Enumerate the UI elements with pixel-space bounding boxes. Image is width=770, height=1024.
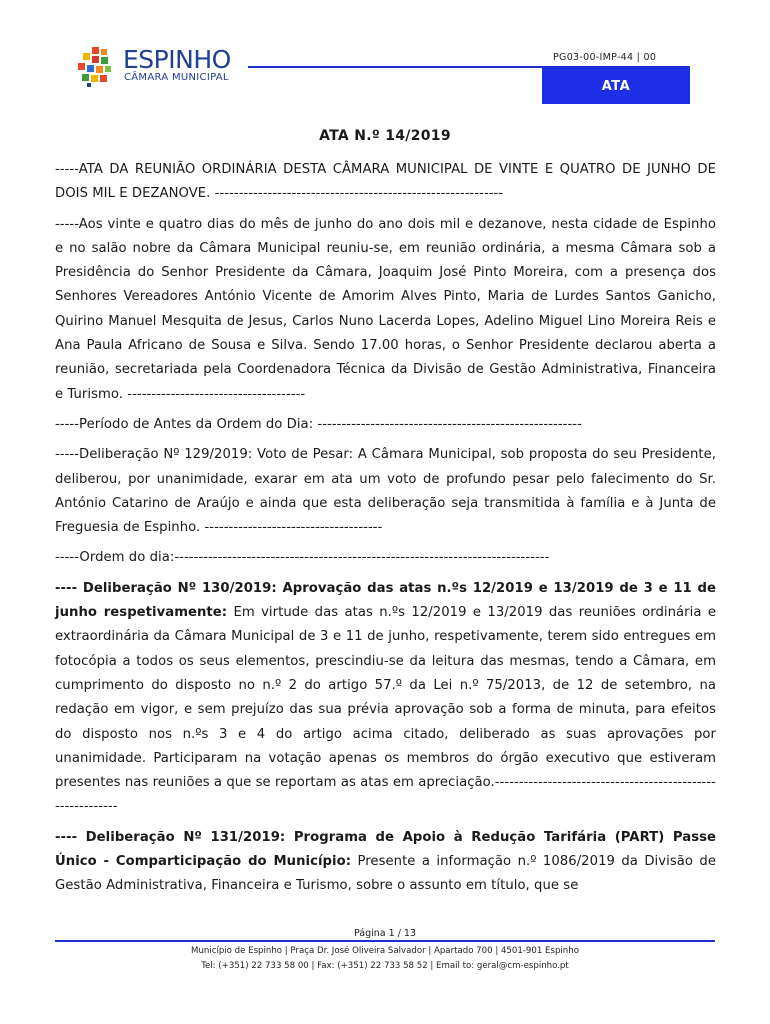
footer-address: Município de Espinho | Praça Dr. José Oliveira Salvador | Apartado 700 | 4501-901 Espinho xyxy=(191,946,579,956)
document-reference: PG03-00-IMP-44 | 00 xyxy=(553,52,657,63)
paragraph-deliberation-130 xyxy=(55,577,716,820)
paragraph-attendance: -----Aos vinte e quatro dias do mês de junho do ano dois mil e dezanove, nesta cidade de Espinho e no salão nobre da Câmara Municipal reuniu-se, em reunião ordinária, a mesma Câmara sob a Presidência do Senhor Presidente da Câmara, Joaquim José Pinto Moreira, com a presença dos Senhores Vereadores António Vicente de Amorim Alves Pinto, Maria de Lurdes Santos Ganicho, Quirino Manuel Mesquita de Jesus, Carlos Nuno Lacerda Lopes, Adelino Miguel Lino Moreira Reis e Ana Paula Africano de Sousa e Silva. Sendo 17.00 horas, o Senhor Presidente declarou aberta a reunião, secretariada pela Coordenadora Técnica da Divisão de Gestão Administrativa, Financeira e Turismo. ------------------------------------- xyxy=(55,216,716,402)
municipal-logo-icon xyxy=(78,47,118,87)
deliberation-131-heading: ---- Deliberação Nº 131/2019: Programa de Apoio à Redução Tarifária (PART) Passe Único - Comparticipação do Município: xyxy=(55,829,716,870)
ata-badge: ATA xyxy=(542,68,690,104)
logo-name: ESPINHO xyxy=(123,45,231,74)
page-number: Página 1 / 13 xyxy=(353,928,417,939)
paragraph-deliberation-131 xyxy=(55,826,716,899)
deliberation-131-text: Presente a informação n.º 1086/2019 da Divisão de Gestão Administrativa, Financeira e Turismo, sobre o assunto em título, que se xyxy=(55,854,716,894)
footer-contacts: Tel: (+351) 22 733 58 00 | Fax: (+351) 22 733 58 52 | Email to: geral@cm-espinho.pt xyxy=(201,961,569,971)
logo-subtitle: CÂMARA MUNICIPAL xyxy=(124,72,229,83)
paragraph-period-before: -----Período de Antes da Ordem do Dia: ------------------------------------------------------- xyxy=(55,416,582,432)
document-title: ATA N.º 14/2019 xyxy=(319,128,451,144)
paragraph-deliberation-129: -----Deliberação Nº 129/2019: Voto de Pesar: A Câmara Municipal, sob proposta do seu Presidente, deliberou, por unanimidade, exarar em ata um voto de profundo pesar pelo falecimento do Sr. António Catarino de Araújo e ainda que esta deliberação seja transmitida à família e à Junta de Freguesia de Espinho. ------------------------------------- xyxy=(55,447,716,536)
footer-divider xyxy=(55,940,715,942)
paragraph-order-of-day: -----Ordem do dia:------------------------------------------------------------------------------ xyxy=(55,550,550,566)
paragraph-opening: -----ATA DA REUNIÃO ORDINÁRIA DESTA CÂMARA MUNICIPAL DE VINTE E QUATRO DE JUNHO DE DOIS MIL E DEZANOVE. ------------------------------------------------------------ xyxy=(55,162,716,202)
deliberation-130-text: Em virtude das atas n.ºs 12/2019 e 13/2019 das reuniões ordinária e extraordinária da Câmara Municipal de 3 e 11 de junho, respetivamente, terem sido entregues em fotocópia a todos os seus elementos, prescindiu-se da leitura das mesmas, tendo a Câmara, em cumprimento do disposto no n.º 2 do artigo 57.º da Lei n.º 75/2013, de 12 de setembro, na redação em vigor, e sem prejuízo das sua prévia aprovação sob a forma de minuta, para efeitos do disposto nos n.ºs 3 e 4 do artigo acima citado, deliberado as suas aprovações por unanimidade. Participaram na votação apenas os membros do órgão executivo que estiveram presentes nas reuniões a que se reportam as atas em apreciação.----------------------------------------------------------- xyxy=(55,605,716,815)
deliberation-130-heading: ---- Deliberação Nº 130/2019: Aprovação das atas n.ºs 12/2019 e 13/2019 de 3 e 11 de junho respetivamente: xyxy=(55,580,716,621)
espinho-logo xyxy=(78,45,238,89)
document-body xyxy=(55,158,716,905)
